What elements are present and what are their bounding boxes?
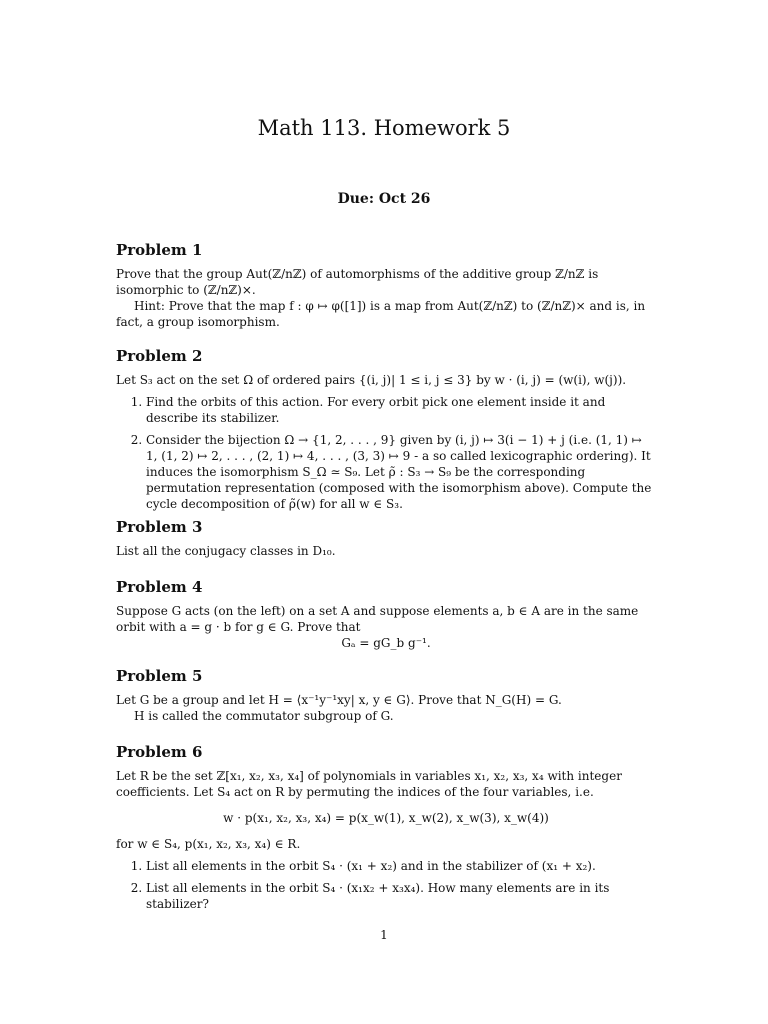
problem-3 [116,517,656,559]
problem-list [116,394,656,512]
problem-hint: Hint: Prove that the map f : φ ↦ φ([1]) is a map from Aut(ℤ/nℤ) to (ℤ/nℤ)× and is, in fact, a group isomorphism. [116,299,646,329]
problem-4 [116,577,656,651]
list-item: 2. List all elements in the orbit S₄ · (x₁x₂ + x₃x₄). How many elements are in its stabilizer? [146,880,656,912]
list-item: 1. Find the orbits of this action. For every orbit pick one element inside it and describe its stabilizer. [146,394,656,426]
problem-text: List all the conjugacy classes in D₁₀. [116,544,336,558]
problem-5 [116,666,656,724]
document-title: Math 113. Homework 5 [257,116,511,140]
problem-text: Let G be a group and let H = ⟨x⁻¹y⁻¹xy| x, y ∈ G⟩. Prove that N_G(H) = G. [116,693,562,707]
problem-formula: w · p(x₁, x₂, x₃, x₄) = p(x_w(1), x_w(2), x_w(3), x_w(4)) [223,811,549,825]
problem-1 [116,240,656,330]
page-number: 1 [380,928,388,942]
problem-list [116,858,656,912]
list-item: 2. Consider the bijection Ω → {1, 2, . . . , 9} given by (i, j) ↦ 3(i − 1) + j (i.e. (1, 1) ↦ 1, (1, 2) ↦ 2, . . . , (2, 1) ↦ 4, . . . , (3, 3) ↦ 9 - a so called lexicographic ordering). It induces the isomorphism S_Ω ≃ S₉. Let ρ̃ : S₃ → S₉ be the corresponding permutation representation (composed with the isomorphism above). Compute the cycle decomposition of ρ̃(w) for all w ∈ S₃. [146,432,656,512]
problem-heading: Problem 1 [116,241,203,259]
problem-heading: Problem 6 [116,743,203,761]
problem-text: Prove that the group Aut(ℤ/nℤ) of automorphisms of the additive group ℤ/nℤ is isomorphic to (ℤ/nℤ)×. [116,267,599,297]
problem-heading: Problem 4 [116,578,203,596]
problem-text: Let S₃ act on the set Ω of ordered pairs {(i, j)| 1 ≤ i, j ≤ 3} by w · (i, j) = (w(i), w(j)). [116,373,627,387]
problem-2 [116,346,656,512]
problem-6 [116,742,656,912]
due-date: Due: Oct 26 [337,191,431,207]
problem-text: Let R be the set ℤ[x₁, x₂, x₃, x₄] of polynomials in variables x₁, x₂, x₃, x₄ with integer coefficients. Let S₄ act on R by permuting the indices of the four variables, i.e. [116,769,622,799]
problem-formula: Gₐ = gG_b g⁻¹. [341,636,431,650]
list-item: 1. List all elements in the orbit S₄ · (x₁ + x₂) and in the stabilizer of (x₁ + x₂). [146,858,656,874]
problem-heading: Problem 3 [116,518,203,536]
problem-note: H is called the commutator subgroup of G. [134,709,394,723]
problem-text: Suppose G acts (on the left) on a set A and suppose elements a, b ∈ A are in the same orbit with a = g · b for g ∈ G. Prove that [116,604,639,634]
problem-text-after: for w ∈ S₄, p(x₁, x₂, x₃, x₄) ∈ R. [116,837,301,851]
problem-heading: Problem 5 [116,667,203,685]
problem-heading: Problem 2 [116,347,203,365]
